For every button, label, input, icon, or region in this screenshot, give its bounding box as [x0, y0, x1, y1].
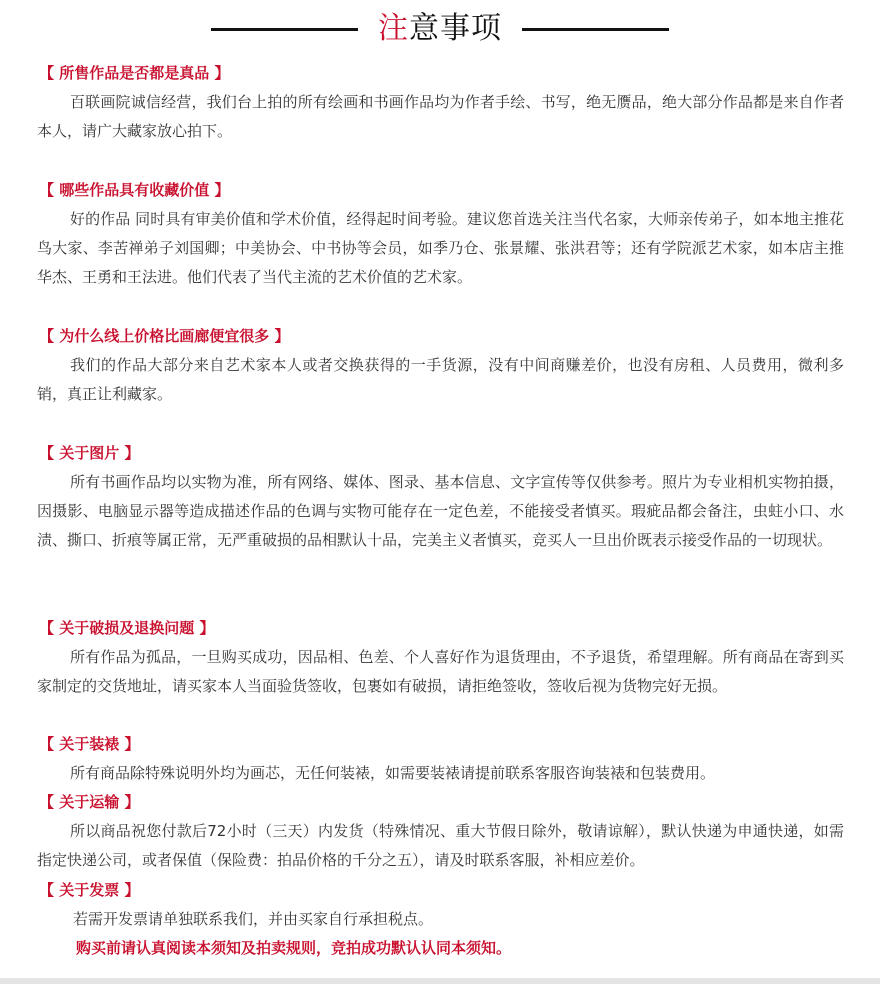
- section-body-collection-value: 好的作品 同时具有审美价值和学术价值，经得起时间考验。建议您首选关注当代名家，大师亲传弟子，如本地主推花鸟大家、李苦禅弟子刘国卿；中美协会、中书协等会员，如季乃仓、张景耀、张洪君等；还有学院派艺术家，如本店主推华杰、王勇和王法进。他们代表了当代主流的艺术价值的艺术家。: [37, 210, 844, 286]
- section-heading-collection-value: 【 哪些作品具有收藏价值 】: [39, 181, 230, 199]
- section-body-shipping: 所以商品祝您付款后72小时（三天）内发货（特殊情况、重大节假日除外，敬请谅解），默认快递为申通快递，如需指定快递公司，或者保值（保险费：拍品价格的千分之五），请及时联系客服，补相应差价。: [37, 822, 844, 869]
- section-body-online-price: 我们的作品大部分来自艺术家本人或者交换获得的一手货源，没有中间商赚差价，也没有房租、人员费用，微利多销，真正让利藏家。: [37, 356, 844, 403]
- final-notice: 购买前请认真阅读本须知及拍卖规则，竞拍成功默认认同本须知。: [76, 939, 512, 957]
- section-heading-shipping: 【 关于运输 】: [39, 793, 140, 811]
- section-body-mounting: 所有商品除特殊说明外均为画芯，无任何装裱，如需要装裱请提前联系客服咨询装裱和包装费用。: [70, 764, 716, 782]
- section-heading-authenticity: 【 所售作品是否都是真品 】: [39, 64, 230, 82]
- section-body-images: 所有书画作品均以实物为准，所有网络、媒体、图录、基本信息、文字宣传等仅供参考。照片为专业相机实物拍摄，因摄影、电脑显示器等造成描述作品的色调与实物可能存在一定色差，不能接受者慎买。瑕疵品都会备注，虫蛀小口、水渍、撕口、折痕等属正常，无严重破损的品相默认十品，完美主义者慎买，竞买人一旦出价既表示接受作品的一切现状。: [37, 473, 844, 549]
- section-heading-invoice: 【 关于发票 】: [39, 881, 140, 899]
- title-divider-right: [522, 28, 669, 31]
- title-divider-left: [211, 28, 358, 31]
- section-heading-returns: 【 关于破损及退换问题 】: [39, 619, 215, 637]
- section-body-returns: 所有作品为孤品，一旦购买成功，因品相、色差、个人喜好作为退货理由，不予退货，希望理解。所有商品在寄到买家制定的交货地址，请买家本人当面验货签收，包裹如有破损，请拒绝签收，签收后视为货物完好无损。: [37, 648, 844, 695]
- page-title: [0, 6, 880, 52]
- section-body-authenticity: 百联画院诚信经营，我们台上拍的所有绘画和书画作品均为作者手绘、书写，绝无赝品，绝大部分作品都是来自作者本人，请广大藏家放心拍下。: [37, 93, 844, 140]
- section-heading-images: 【 关于图片 】: [39, 444, 140, 462]
- bottom-divider: [0, 978, 880, 984]
- section-heading-mounting: 【 关于装裱 】: [39, 735, 140, 753]
- section-body-invoice: 若需开发票请单独联系我们，并由买家自行承担税点。: [73, 910, 434, 928]
- section-heading-online-price: 【 为什么线上价格比画廊便宜很多 】: [39, 327, 290, 345]
- title-text: [378, 6, 502, 52]
- title-accent-char: 注: [378, 11, 409, 46]
- title-rest: 意事项: [409, 11, 502, 46]
